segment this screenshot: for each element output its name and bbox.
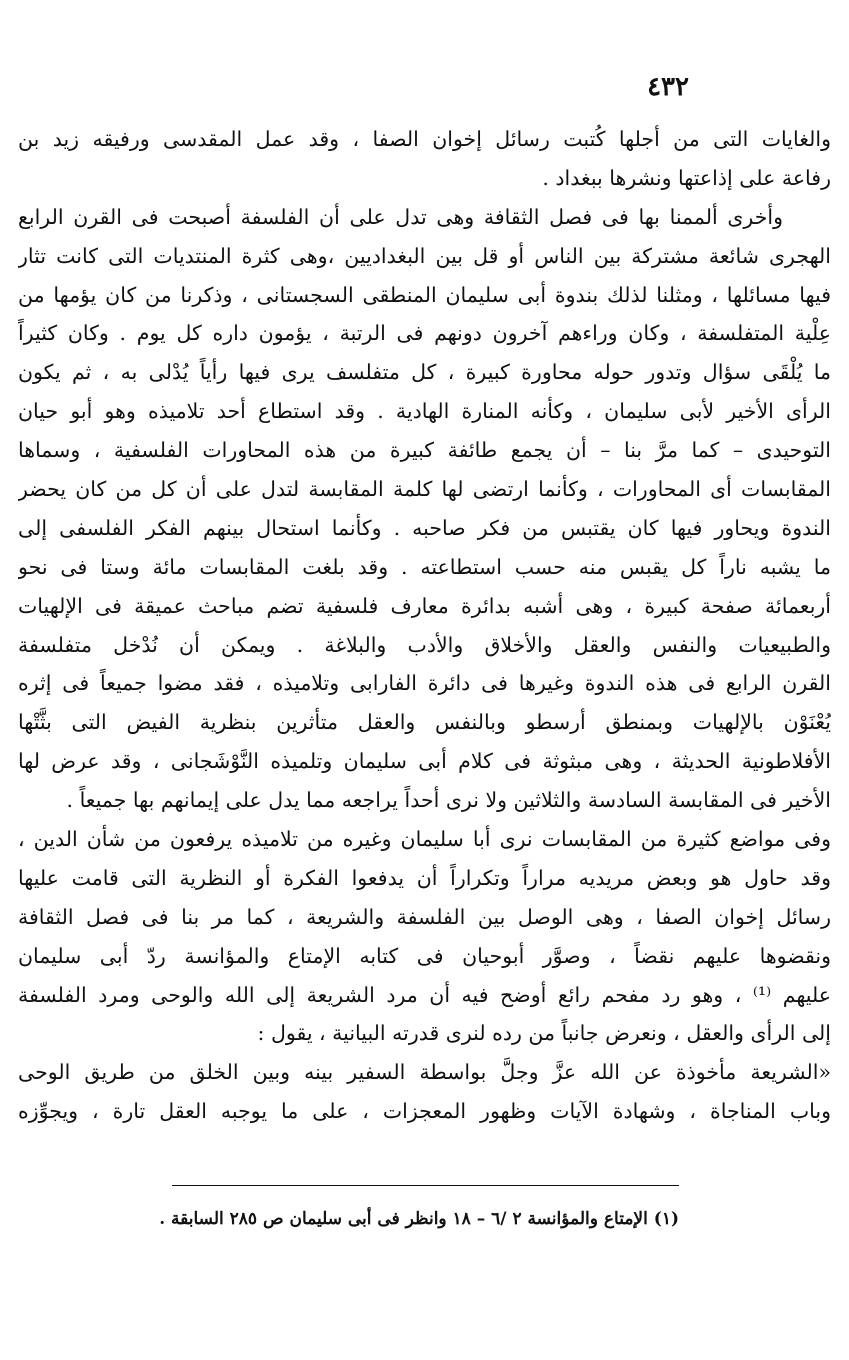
text-line: ما يُلْقَى سؤال وتدور حوله محاورة كبيرة ، كل متفلسف يرى فيها رأياً يُدْلى به ، ثم يكون <box>18 360 831 385</box>
text-line: والطبيعيات والنفس والعقل والأخلاق والأدب والبلاغة . ويمكن أن نُدْخل متفلسفة <box>18 632 831 657</box>
text-line: الأفلاطونية الحديثة ، وهى مبثوثة فى كلام أبى سليمان وتلميذه النَّوْشَجانى ، وقد عرض لها <box>18 749 831 774</box>
text-line: ونقضوها عليهم نقضاً ، وصوَّر أبوحيان فى كتابه الإمتاع والمؤانسة ردّ أبى سليمان <box>18 943 831 968</box>
text-line: رفاعة على إذاعتها ونشرها ببغداد . <box>542 165 831 190</box>
footnote: (١) الإمتاع والمؤانسة ٢ /٦ – ١٨ وانظر فى أبى سليمان ص ٢٨٥ السابقة . <box>159 1209 679 1229</box>
text-line: رسائل إخوان الصفا ، وهى الوصل بين الفلسفة والشريعة ، كما مر بنا فى فصل الثقافة <box>18 904 831 929</box>
text-line: عليهم ⁽¹⁾ ، وهو رد مفحم رائع أوضح فيه أن مرد الشريعة إلى الله والوحى ومرد الفلسفة <box>18 982 831 1007</box>
body-text <box>18 120 831 1131</box>
text-line: إلى الرأى والعقل ، ونعرض جانباً من رده لنرى قدرته البيانية ، يقول : <box>257 1021 831 1046</box>
text-line: ما يشبه ناراً كل يقبس منه حسب استطاعته . وقد بلغت المقابسات مائة وستا فى نحو <box>18 554 831 579</box>
text-line: عِلْية المتفلسفة ، وكان وراءهم آخرون دونهم فى الرتبة ، يؤمون داره كل يوم . وكان كثيراً <box>18 321 831 346</box>
text-line: الرأى الأخير لأبى سليمان ، وكأنه المنارة الهادية . وقد استطاع أحد تلاميذه وهو أبو حيان <box>18 399 831 424</box>
text-line: يُعْنَوْن بالإلهيات وبمنطق أرسطو وبالنفس والعقل متأثرين بنظرية الفيض التى بثَّتْها <box>18 710 831 735</box>
text-line: أربعمائة صفحة كبيرة ، وهى أشبه بدائرة معارف فلسفية تضم مباحث عميقة فى الإلهيات <box>18 593 831 618</box>
footnote-divider <box>172 1185 679 1186</box>
text-line: «الشريعة مأخوذة عن الله عزَّ وجلَّ بواسطة السفير بينه وبين الخلق من طريق الوحى <box>18 1060 831 1085</box>
page-number: ٤٣٢ <box>647 72 689 102</box>
text-line: وأخرى ألممنا بها فى فصل الثقافة وهى تدل على أن الفلسفة أصبحت فى القرن الرابع <box>18 204 783 229</box>
text-line: الندوة ويحاور فيها كان يقتبس من فكر صاحبه . وكأنما استحال بينهم الفكر الفلسفى إلى <box>18 515 831 540</box>
text-line: فيها مسائلها ، ومثلنا لذلك بندوة أبى سليمان المنطقى السجستانى ، وذكرنا من كان يؤمها من <box>18 282 831 307</box>
text-line: والغايات التى من أجلها كُتبت رسائل إخوان الصفا ، وقد عمل المقدسى ورفيقه زيد بن <box>18 127 831 151</box>
text-line: وفى مواضع كثيرة من المقابسات نرى أبا سليمان وغيره من تلاميذه يرفعون من شأن الدين ، <box>18 827 831 852</box>
text-line: الهجرى شائعة مشتركة بين الناس أو قل بين البغداديين ،وهى كثرة المنتديات التى كانت تثار <box>18 243 831 268</box>
text-line: القرن الرابع فى هذه الندوة وغيرها فى دائرة الفارابى وتلاميذه ، فقد مضوا جميعاً فى إثره <box>18 671 831 696</box>
text-line: وباب المناجاة ، وشهادة الآيات وظهور المعجزات ، على ما يوجبه العقل تارة ، ويجوِّزه <box>18 1099 831 1124</box>
text-line: وقد حاول هو وبعض مريديه مراراً وتكراراً أن يدفعوا الفكرة أو النظرية التى قامت عليها <box>18 865 831 890</box>
text-line: التوحيدى – كما مرَّ بنا – أن يجمع طائفة كبيرة من هذه المحاورات الفلسفية ، وسماها <box>18 438 831 463</box>
text-line: الأخير فى المقابسة السادسة والثلاثين ولا نرى أحداً يراجعه مما يدل على إيمانهم بها جميعاً . <box>66 788 831 813</box>
text-line: المقابسات أى المحاورات ، وكأنما ارتضى لها كلمة المقابسة لتدل على أن كل من كان يحضر <box>18 477 831 502</box>
